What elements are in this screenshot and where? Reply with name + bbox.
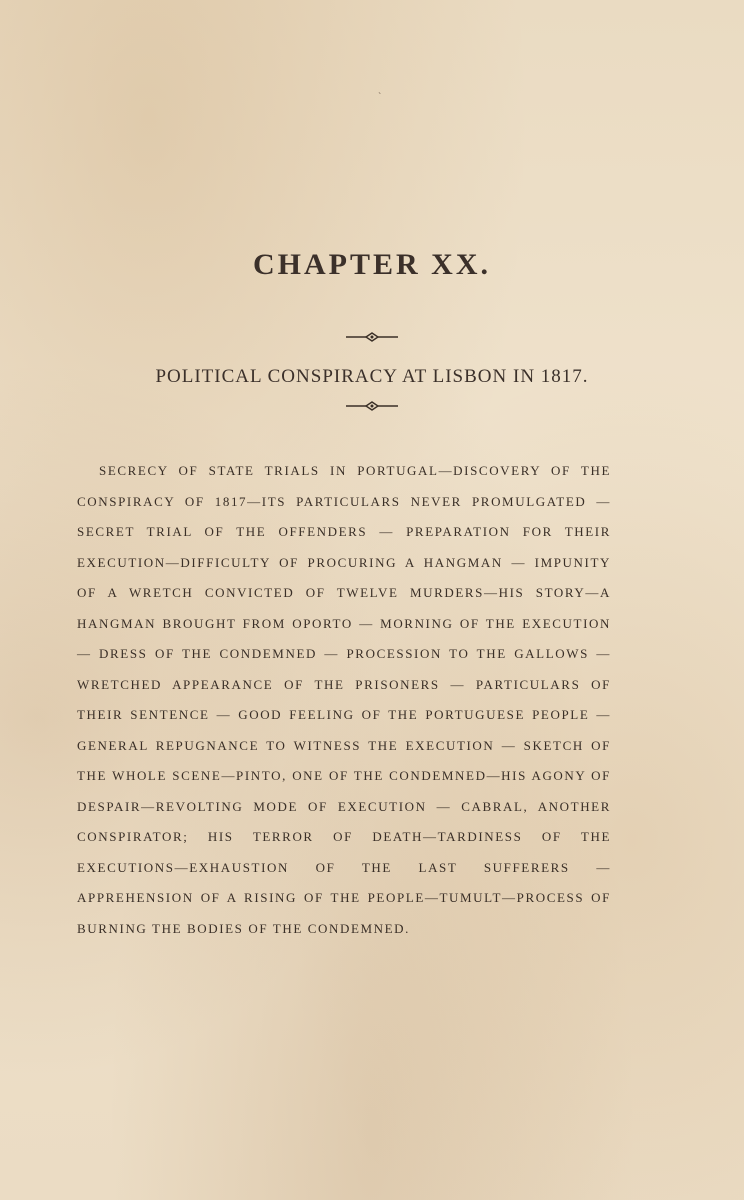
ornament-top-icon [0, 330, 744, 344]
ink-mark: ` [378, 92, 382, 103]
chapter-title: CHAPTER XX. [252, 248, 491, 281]
chapter-summary [77, 456, 611, 944]
chapter-subtitle: POLITICAL CONSPIRACY AT LISBON IN 1817. [155, 366, 589, 387]
ornament-bottom-icon [0, 399, 744, 413]
chapter-summary-text: SECRECY OF STATE TRIALS IN PORTUGAL—DISCOVERY OF THE CONSPIRACY OF 1817—ITS PARTICULARS NEVER PROMULGATED — SECRET TRIAL OF THE OFFENDERS — PREPARATION FOR THEIR EXECUTION—DIFFICULTY OF PROCURING A HANGMAN — IMPUNITY OF A WRETCH CONVICTED OF TWELVE MURDERS—HIS STORY—A HANGMAN BROUGHT FROM OPORTO — MORNING OF THE EXECUTION — DRESS OF THE CONDEMNED — PROCESSION TO THE GALLOWS — WRETCHED APPEARANCE OF THE PRISONERS — PARTICULARS OF THEIR SENTENCE — GOOD FEELING OF THE PORTUGUESE PEOPLE — GENERAL REPUGNANCE TO WITNESS THE EXECUTION — SKETCH OF THE WHOLE SCENE—PINTO, ONE OF THE CONDEMNED—HIS AGONY OF DESPAIR—REVOLTING MODE OF EXECUTION — CABRAL, ANOTHER CONSPIRATOR; HIS TERROR OF DEATH—TARDINESS OF THE EXECUTIONS—EXHAUSTION OF THE LAST SUFFERERS — APPREHENSION OF A RISING OF THE PEOPLE—TUMULT—PROCESS OF BURNING THE BODIES OF THE CONDEMNED. [77, 463, 611, 936]
